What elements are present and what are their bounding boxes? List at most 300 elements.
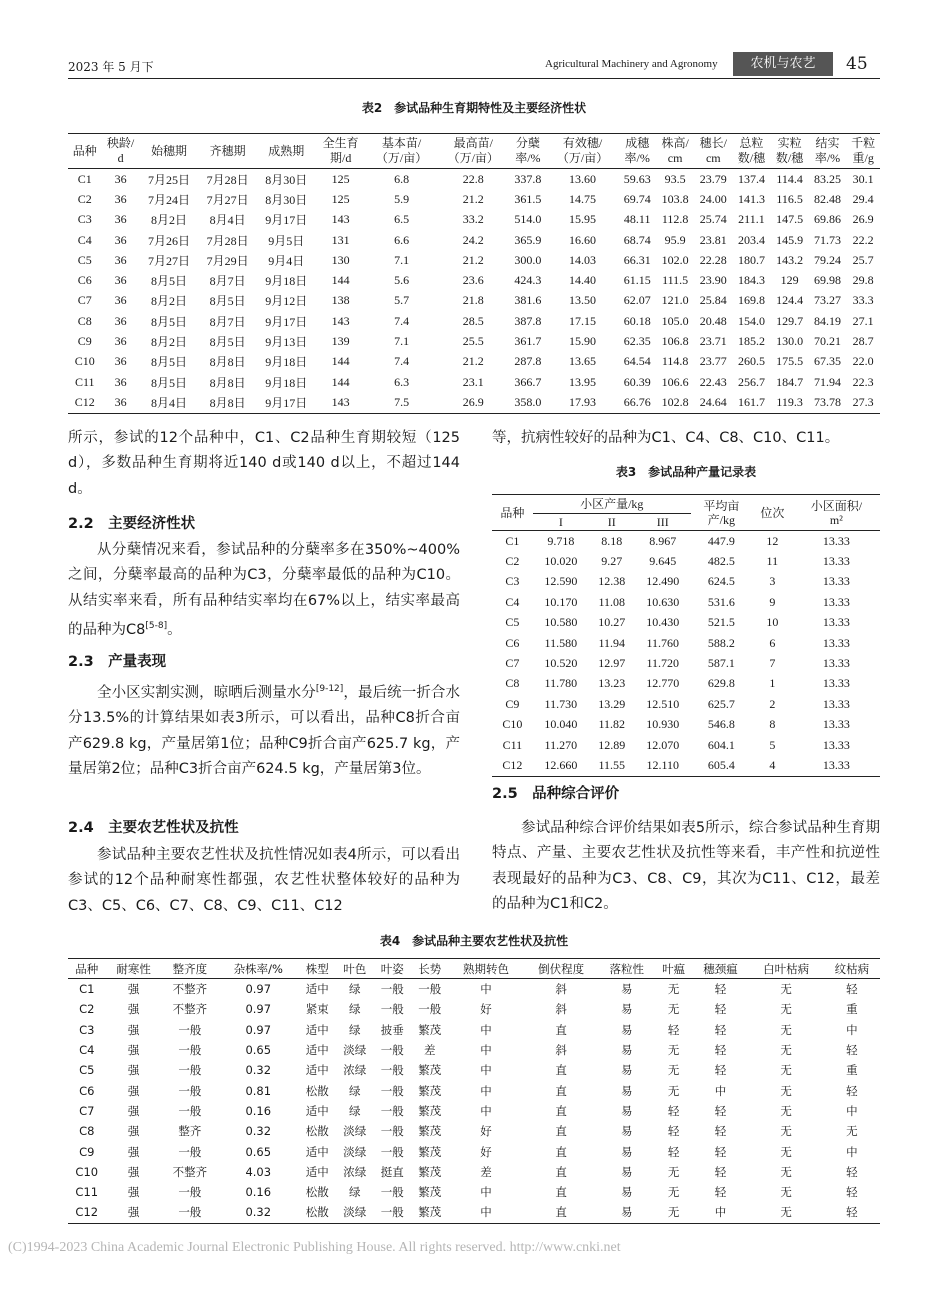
t2-cell: 8月2日 — [150, 213, 187, 228]
t4-cell: 易 — [620, 1164, 633, 1179]
table-row — [68, 250, 880, 270]
t2-cell: 9月4日 — [268, 253, 305, 268]
t4-cell: 直 — [555, 1164, 567, 1179]
table-row — [68, 270, 880, 290]
t2-cell: 17.93 — [569, 394, 597, 409]
table-row — [68, 1020, 880, 1040]
t4-header-9: 倒伏程度 — [524, 959, 599, 979]
t2-cell: 7.1 — [394, 252, 410, 267]
table-row — [68, 1162, 880, 1182]
t4-header-1: 耐寒性 — [106, 959, 162, 979]
t2-header-14: 实粒 数/穗 — [771, 134, 809, 169]
t3-cell: 11.08 — [598, 594, 626, 609]
t2-header-12: 穗长/ cm — [694, 134, 732, 169]
t2-cell: 22.3 — [852, 374, 874, 389]
t4-cell: 中 — [480, 1083, 492, 1098]
t2-cell: 7.4 — [394, 354, 410, 369]
t2-cell: 5.9 — [394, 191, 410, 206]
t2-cell: 6.5 — [394, 212, 410, 227]
t3-cell: 546.8 — [707, 717, 735, 732]
table-row — [68, 372, 880, 392]
t4-cell: 强 — [127, 1063, 140, 1078]
t4-cell: 一般 — [418, 982, 442, 997]
t4-cell: 易 — [620, 1083, 633, 1098]
t4-cell: 0.97 — [245, 1002, 272, 1017]
t4-cell: C10 — [75, 1164, 99, 1179]
t2-cell: 184.3 — [737, 273, 765, 288]
t4-cell: 无 — [667, 1043, 680, 1058]
t2-cell: 361.5 — [514, 191, 542, 206]
t4-cell: 淡绿 — [343, 1205, 367, 1220]
t3-cell: 13.33 — [822, 594, 850, 609]
table-row — [492, 755, 880, 776]
t4-cell: 一般 — [380, 1205, 404, 1220]
t4-cell: 中 — [480, 1043, 492, 1058]
t3-cell: 13.33 — [822, 676, 850, 691]
t2-cell: 424.3 — [514, 273, 542, 288]
t3-cell: C8 — [505, 676, 520, 691]
t4-cell: 无 — [667, 982, 680, 997]
t4-cell: C7 — [79, 1103, 95, 1118]
t3-cell: 4 — [769, 757, 776, 772]
t4-cell: 中 — [480, 1103, 492, 1118]
t2-cell: 14.75 — [569, 191, 597, 206]
citation-9-12: [9-12] — [315, 684, 344, 694]
table-row — [492, 653, 880, 673]
t4-cell: 直 — [555, 1124, 567, 1139]
t3-cell: 10.430 — [646, 615, 680, 630]
t3-cell: 11.580 — [544, 635, 578, 650]
t4-cell: 易 — [620, 1124, 633, 1139]
t4-cell: 差 — [480, 1164, 492, 1179]
t4-cell: 淡绿 — [343, 1144, 367, 1159]
t4-cell: 0.32 — [245, 1205, 272, 1220]
t4-cell: 0.97 — [245, 982, 272, 997]
t3-cell: C6 — [505, 635, 520, 650]
t2-cell: 124.4 — [776, 293, 804, 308]
t4-cell: 轻 — [714, 1022, 727, 1037]
t3-cell: 12 — [766, 533, 779, 548]
t2-cell: 66.76 — [623, 394, 651, 409]
t3-cell: 531.6 — [707, 594, 735, 609]
t2-cell: 24.2 — [462, 232, 484, 247]
t2-cell: 23.77 — [699, 354, 727, 369]
t4-cell: 轻 — [846, 1164, 858, 1179]
t2-cell: 8月7日 — [209, 314, 246, 329]
t2-cell: 203.4 — [737, 232, 765, 247]
t4-cell: 淡绿 — [343, 1043, 367, 1058]
t2-cell: 9月5日 — [268, 233, 305, 248]
t3-cell: 12.510 — [646, 696, 680, 711]
t2-cell: 25.7 — [852, 252, 874, 267]
table-row — [492, 531, 880, 552]
t2-cell: 8月5日 — [209, 294, 246, 309]
t3-cell: 12.070 — [646, 737, 680, 752]
t2-cell: 143 — [331, 394, 350, 409]
t2-cell: 169.8 — [737, 293, 765, 308]
t2-cell: 26.9 — [852, 212, 874, 227]
t3-cell: 12.490 — [646, 574, 680, 589]
t4-cell: 强 — [127, 1185, 140, 1200]
t2-cell: 14.03 — [569, 252, 597, 267]
t3-cell: 521.5 — [707, 615, 735, 630]
t2-cell: 28.5 — [462, 313, 484, 328]
t3-cell: 8.967 — [649, 533, 677, 548]
t4-cell: 重 — [846, 1063, 858, 1078]
paragraph-growth-period: 所示，参试的12个品种中，C1、C2品种生育期较短（125 d），多数品种生育期将近140 d或140 d以上，不超过144 d。 — [68, 430, 460, 497]
t3-cell: 10.580 — [544, 615, 578, 630]
t2-cell: 129.7 — [776, 313, 804, 328]
t2-cell: 8月30日 — [265, 192, 308, 207]
table-row — [68, 999, 880, 1019]
t2-cell: 114.4 — [776, 171, 803, 186]
table-row — [68, 291, 880, 311]
t4-cell: 轻 — [714, 1164, 727, 1179]
t2-cell: 30.1 — [852, 171, 874, 186]
t2-header-1: 秧龄/ d — [102, 134, 140, 169]
t2-cell: 84.19 — [814, 313, 841, 328]
t2-cell: 8月5日 — [209, 335, 246, 350]
t3-cell: 9.645 — [649, 554, 677, 569]
t2-header-5: 全生育 期/d — [316, 134, 366, 169]
t4-cell: 松散 — [305, 1083, 329, 1098]
t2-cell: 36 — [114, 252, 127, 267]
t3-cell: 10.170 — [544, 594, 578, 609]
t2-cell: 27.1 — [852, 313, 874, 328]
t4-cell: 不整齐 — [172, 1164, 208, 1179]
t2-cell: 23.1 — [462, 374, 484, 389]
table-row — [68, 1080, 880, 1100]
t4-cell: 中 — [846, 1144, 858, 1159]
t4-header-6: 叶姿 — [374, 959, 412, 979]
t4-cell: 4.03 — [245, 1164, 272, 1179]
t3-cell: 625.7 — [707, 696, 735, 711]
t2-cell: 7月29日 — [206, 253, 249, 268]
t2-cell: 138 — [331, 293, 350, 308]
t2-cell: 105.0 — [661, 313, 689, 328]
table-row — [492, 715, 880, 735]
t2-cell: 8月8日 — [209, 395, 246, 410]
t2-cell: C6 — [77, 273, 92, 288]
table-row — [68, 392, 880, 413]
t4-cell: 斜 — [555, 982, 567, 997]
t2-cell: 112.8 — [661, 212, 689, 227]
t3-cell: 13.33 — [822, 717, 850, 732]
t4-cell: 一般 — [380, 1185, 404, 1200]
t2-cell: 337.8 — [514, 171, 542, 186]
t4-cell: 松散 — [305, 1185, 329, 1200]
t4-cell: 繁茂 — [418, 1144, 442, 1159]
t2-cell: 131 — [331, 232, 350, 247]
t4-cell: 无 — [780, 1164, 792, 1179]
t3-cell: 10 — [766, 615, 779, 630]
t4-cell: 适中 — [305, 1063, 329, 1078]
table3 — [492, 494, 880, 777]
table-row — [492, 674, 880, 694]
t2-cell: C1 — [77, 171, 92, 186]
t4-cell: 强 — [127, 1124, 140, 1139]
t2-header-7: 最高苗/ （万/亩） — [437, 134, 509, 169]
t4-cell: 易 — [620, 1063, 633, 1078]
t2-cell: 68.74 — [623, 232, 651, 247]
t4-cell: 直 — [555, 1205, 567, 1220]
table-row — [492, 592, 880, 612]
t2-cell: C5 — [77, 252, 92, 267]
paragraph-yield: 全小区实割实测，晾晒后测量水分[9-12]，最后统一折合水分13.5%的计算结果如表3所示，可以看出，品种C8折合亩产629.8 kg，产量居第1位；品种C9折合亩产625.7 kg，产量居第2位；品种C3折合亩产624.5 kg，产量居第3位。 — [68, 684, 461, 778]
t4-header-12: 穗颈瘟 — [692, 959, 748, 979]
t2-cell: 185.2 — [737, 334, 765, 349]
t4-cell: 一般 — [178, 1083, 202, 1098]
t4-cell: C11 — [75, 1185, 99, 1200]
t2-cell: 62.07 — [623, 293, 651, 308]
t4-cell: 直 — [555, 1103, 567, 1118]
t2-cell: 154.0 — [737, 313, 765, 328]
t4-cell: C8 — [79, 1124, 95, 1139]
t4-cell: 中 — [846, 1103, 858, 1118]
t2-cell: 129 — [780, 273, 799, 288]
t4-cell: 0.16 — [245, 1185, 272, 1200]
t4-cell: 无 — [780, 1002, 792, 1017]
t2-cell: 70.21 — [814, 334, 841, 349]
t3-header-rep-1: I — [533, 514, 589, 531]
t3-cell: 6 — [769, 635, 776, 650]
t4-cell: 繁茂 — [418, 1185, 442, 1200]
t4-header-11: 叶瘟 — [655, 959, 693, 979]
t3-cell: 8 — [769, 717, 776, 732]
t4-header-13: 白叶枯病 — [749, 959, 824, 979]
t2-cell: 7月27日 — [206, 192, 249, 207]
t2-cell: 365.9 — [514, 232, 542, 247]
t3-cell: 10.020 — [544, 554, 578, 569]
t2-cell: 62.35 — [623, 334, 651, 349]
t4-cell: 易 — [620, 1185, 633, 1200]
t2-cell: 8月7日 — [209, 274, 246, 289]
t2-cell: 144 — [331, 273, 350, 288]
t4-header-14: 纹枯病 — [824, 959, 880, 979]
t2-cell: 69.86 — [814, 212, 841, 227]
t2-cell: 381.6 — [514, 293, 542, 308]
t4-cell: 不整齐 — [172, 1002, 208, 1017]
t3-cell: C7 — [505, 656, 520, 671]
t4-cell: 适中 — [305, 1144, 329, 1159]
t2-header-2: 始穗期 — [140, 134, 199, 169]
t4-cell: 易 — [620, 1022, 633, 1037]
t2-cell: 17.15 — [569, 313, 597, 328]
t2-cell: 102.0 — [661, 252, 689, 267]
t2-cell: 6.3 — [394, 374, 410, 389]
t4-cell: 绿 — [348, 1185, 361, 1200]
t2-cell: 137.4 — [737, 171, 765, 186]
t3-cell: 8.18 — [601, 533, 623, 548]
t4-cell: C2 — [79, 1002, 95, 1017]
issue-date: 2023 年 5 月下 — [68, 60, 154, 74]
t4-header-3: 杂株率/% — [218, 959, 298, 979]
t2-cell: C12 — [74, 394, 95, 409]
t2-cell: 36 — [114, 191, 127, 206]
table-row — [492, 735, 880, 755]
t4-cell: 绿 — [348, 1002, 361, 1017]
table-row — [68, 979, 880, 1000]
journal-name-cn: 农机与农艺 — [733, 52, 833, 76]
t3-cell: 10.27 — [598, 615, 626, 630]
t2-cell: 26.9 — [462, 394, 484, 409]
t4-cell: 好 — [480, 1124, 492, 1139]
t4-cell: 无 — [780, 1103, 792, 1118]
t2-header-3: 齐穗期 — [198, 134, 257, 169]
t4-cell: 无 — [780, 1083, 792, 1098]
t4-cell: 斜 — [555, 1002, 567, 1017]
t2-cell: 8月8日 — [209, 375, 246, 390]
t2-cell: 23.90 — [699, 273, 727, 288]
t4-cell: 一般 — [380, 1083, 404, 1098]
t2-cell: 7月25日 — [147, 172, 190, 187]
t2-cell: 7月27日 — [147, 253, 190, 268]
t4-cell: 强 — [127, 1022, 140, 1037]
t3-cell: 5 — [769, 737, 776, 752]
t4-cell: 无 — [780, 1022, 792, 1037]
t3-cell: 13.23 — [598, 676, 626, 691]
t4-cell: C6 — [79, 1083, 95, 1098]
t2-cell: C11 — [74, 374, 95, 389]
t4-cell: 直 — [555, 1022, 567, 1037]
t4-cell: 繁茂 — [418, 1164, 442, 1179]
t4-cell: 0.65 — [245, 1144, 272, 1159]
t4-cell: 易 — [620, 1043, 633, 1058]
section-2-2-heading: 2.2 主要经济性状 — [68, 516, 196, 532]
t4-cell: 轻 — [846, 1205, 858, 1220]
table-row — [492, 613, 880, 633]
t4-cell: 挺直 — [380, 1164, 404, 1179]
t3-cell: 629.8 — [707, 676, 735, 691]
t2-cell: 7月24日 — [147, 192, 190, 207]
t2-header-11: 株高/ cm — [656, 134, 694, 169]
t2-cell: 36 — [114, 334, 127, 349]
t4-header-10: 落粒性 — [599, 959, 655, 979]
t2-cell: 260.5 — [737, 354, 765, 369]
t2-cell: 73.27 — [814, 293, 841, 308]
t4-cell: 披垂 — [380, 1022, 404, 1037]
t2-cell: 25.84 — [699, 293, 727, 308]
t4-cell: 适中 — [305, 1022, 329, 1037]
t2-cell: 95.9 — [664, 232, 686, 247]
t2-cell: 67.35 — [814, 354, 841, 369]
t4-cell: 中 — [480, 1063, 492, 1078]
t4-cell: 强 — [127, 1002, 140, 1017]
t4-cell: 整齐 — [178, 1124, 202, 1139]
t2-cell: 8月5日 — [150, 314, 187, 329]
t4-header-8: 熟期转色 — [449, 959, 524, 979]
t2-cell: 66.31 — [623, 252, 651, 267]
t2-cell: 13.60 — [569, 171, 597, 186]
t4-cell: 一般 — [178, 1185, 202, 1200]
table-row — [68, 331, 880, 351]
t2-cell: 9月12日 — [265, 294, 308, 309]
t4-cell: 强 — [127, 1103, 140, 1118]
t2-cell: 5.6 — [394, 273, 410, 288]
t4-cell: 轻 — [714, 1002, 727, 1017]
table-row — [492, 551, 880, 571]
t2-cell: 21.8 — [462, 293, 484, 308]
t4-cell: 易 — [620, 982, 633, 997]
t3-cell: 10.930 — [646, 717, 680, 732]
t4-cell: 无 — [667, 1205, 680, 1220]
t2-cell: 64.54 — [623, 354, 651, 369]
t2-cell: 23.79 — [699, 171, 727, 186]
t3-cell: C11 — [502, 737, 523, 752]
t2-cell: 21.2 — [462, 252, 484, 267]
paragraph-comprehensive-evaluation: 参试品种综合评价结果如表5所示，综合参试品种生育期特点、产量、主要农艺性状及抗性等来看，丰产性和抗逆性表现最好的品种为C3、C8、C9，其次为C11、C12，最差的品种为C1和C2。 — [492, 820, 880, 913]
t2-cell: 8月5日 — [150, 375, 187, 390]
t3-cell: 13.33 — [822, 554, 850, 569]
t2-cell: 7月28日 — [206, 233, 249, 248]
t3-header-avg-yield: 平均亩 产/kg — [691, 495, 752, 531]
t3-cell: 10.040 — [544, 717, 578, 732]
t2-cell: 71.94 — [814, 374, 841, 389]
t2-cell: 145.9 — [776, 232, 804, 247]
section-2-3-heading: 2.3 产量表现 — [68, 654, 167, 670]
t4-cell: 无 — [780, 1124, 792, 1139]
t4-cell: 强 — [127, 1083, 140, 1098]
table-row — [68, 1202, 880, 1223]
t3-cell: 12.110 — [646, 757, 679, 772]
t2-cell: C4 — [77, 232, 92, 247]
t4-cell: 一般 — [418, 1002, 442, 1017]
t3-cell: 12.770 — [646, 676, 680, 691]
t2-cell: 211.1 — [738, 212, 765, 227]
t4-cell: 中 — [480, 1022, 492, 1037]
t2-cell: 33.2 — [462, 212, 484, 227]
t2-cell: 5.7 — [394, 293, 410, 308]
t2-cell: 33.3 — [852, 293, 874, 308]
t3-cell: 13.33 — [822, 615, 850, 630]
t2-cell: 387.8 — [514, 313, 542, 328]
t4-cell: 适中 — [305, 1103, 329, 1118]
t4-cell: 松散 — [305, 1205, 329, 1220]
header-divider — [68, 78, 880, 79]
t2-cell: 143.2 — [776, 252, 804, 267]
t4-cell: 轻 — [714, 1185, 727, 1200]
t2-cell: 13.65 — [569, 354, 597, 369]
t4-cell: 中 — [480, 1185, 492, 1200]
t2-cell: C10 — [74, 354, 95, 369]
t2-cell: 36 — [114, 293, 127, 308]
t4-cell: 0.65 — [245, 1043, 272, 1058]
t2-header-15: 结实 率/% — [809, 134, 847, 169]
t4-cell: 强 — [127, 1144, 140, 1159]
t2-header-16: 千粒 重/g — [846, 134, 880, 169]
table-row — [492, 572, 880, 592]
t3-header-plot-yield: 小区产量/kg — [533, 495, 691, 514]
citation-5-8: [5-8] — [145, 621, 168, 632]
t3-cell: C1 — [505, 533, 520, 548]
t3-cell: 3 — [769, 574, 776, 589]
t2-cell: 15.95 — [569, 212, 597, 227]
t2-cell: 36 — [114, 171, 127, 186]
t2-cell: 141.3 — [737, 191, 765, 206]
t4-cell: 强 — [127, 1205, 140, 1220]
t2-cell: 9月18日 — [265, 355, 308, 370]
t4-cell: 重 — [846, 1002, 858, 1017]
t2-cell: 61.15 — [623, 273, 651, 288]
t2-cell: 119.3 — [776, 394, 803, 409]
t2-cell: 36 — [114, 273, 127, 288]
t4-cell: 不整齐 — [172, 982, 208, 997]
t2-cell: 300.0 — [514, 252, 542, 267]
table-row — [68, 1141, 880, 1161]
t4-cell: 繁茂 — [418, 1205, 442, 1220]
t2-cell: 102.8 — [661, 394, 689, 409]
t2-cell: 29.8 — [852, 273, 874, 288]
